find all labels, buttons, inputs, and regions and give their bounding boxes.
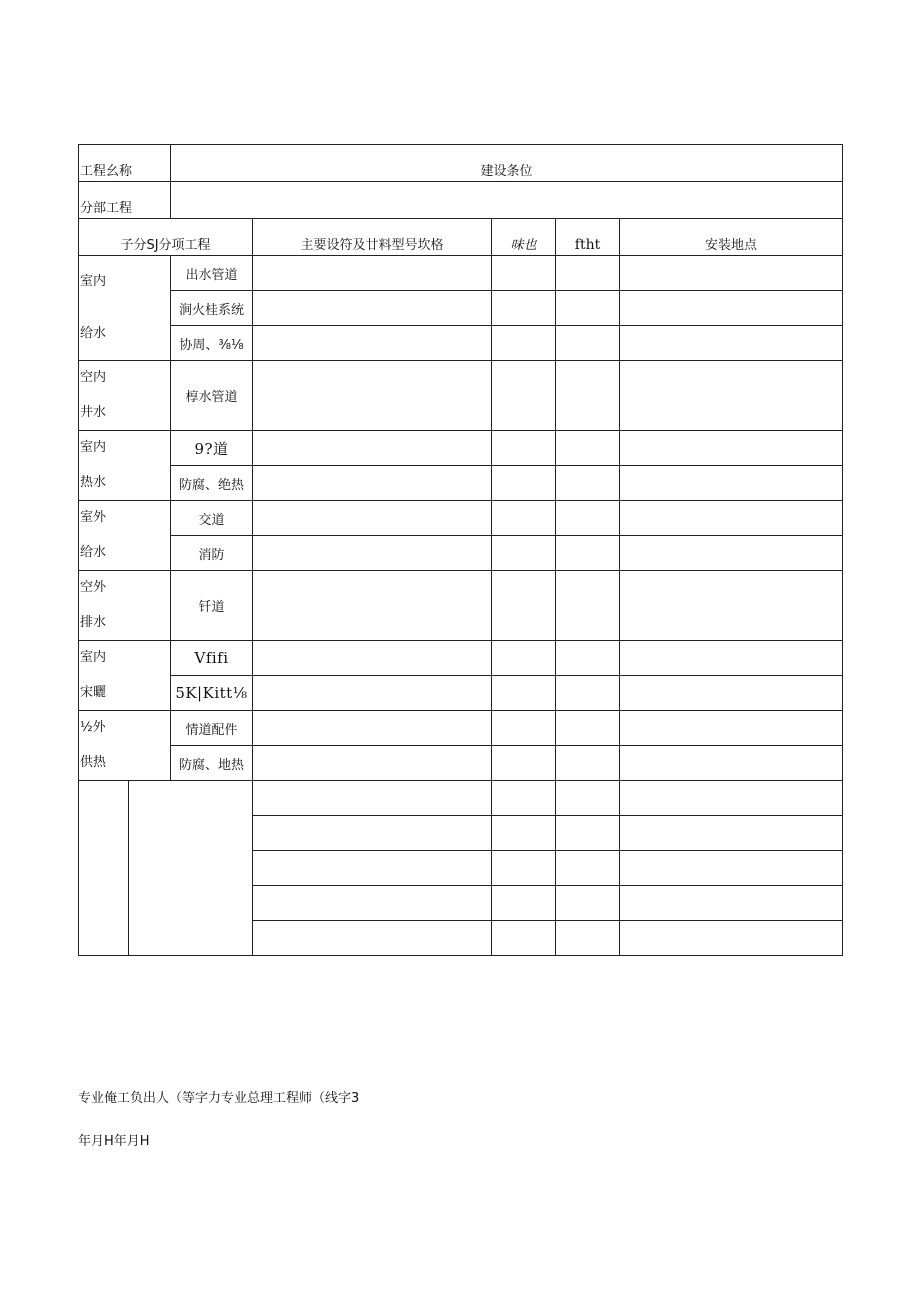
location-cell (620, 816, 843, 851)
table-row (79, 781, 843, 816)
table-row (79, 361, 843, 431)
row-division (79, 182, 843, 219)
equipment-cell (253, 326, 492, 361)
unit-cell (492, 291, 556, 326)
quantity-cell (556, 921, 620, 956)
header-row (79, 219, 843, 256)
quantity-cell (556, 431, 620, 466)
location-cell (620, 431, 843, 466)
location-cell (620, 361, 843, 431)
item-label: 涧火桂系统 (171, 291, 253, 326)
equipment-cell (253, 781, 492, 816)
quantity-cell (556, 851, 620, 886)
category-line: 热水 (80, 474, 107, 490)
category-line: 井水 (80, 404, 107, 420)
location-cell (620, 571, 843, 641)
item-label: 协周、⅜⅛ (171, 326, 253, 361)
unit-cell (492, 886, 556, 921)
unit-cell (492, 466, 556, 501)
unit-cell (492, 781, 556, 816)
item-label: 消防 (171, 536, 253, 571)
category-cell (79, 361, 171, 431)
category-line: 供热 (80, 754, 107, 770)
equipment-cell (253, 816, 492, 851)
equipment-cell (253, 536, 492, 571)
item-label: 9?道 (171, 431, 253, 466)
header-main-equipment: 主要设符及廿料型号坎格 (253, 219, 492, 256)
signatories-line: 专业俺工负出人（等字力专业总理工程师（线字3 (78, 1091, 360, 1106)
table-row (79, 746, 843, 781)
category-line: 宋曬 (80, 684, 107, 700)
category-cell (79, 711, 171, 781)
unit-cell (492, 326, 556, 361)
division-value-cell (171, 182, 843, 219)
category-line: 室内 (80, 650, 107, 666)
unit-cell (492, 501, 556, 536)
category-line: 空内 (80, 370, 107, 386)
unit-cell (492, 256, 556, 291)
equipment-cell (253, 746, 492, 781)
quantity-cell (556, 501, 620, 536)
category-line: 给水 (80, 544, 107, 560)
division-label: 分部工程 (79, 182, 171, 219)
quantity-cell (556, 816, 620, 851)
quantity-cell (556, 326, 620, 361)
category-line: 给水 (80, 326, 107, 341)
quantity-cell (556, 536, 620, 571)
unit-cell (492, 816, 556, 851)
location-cell (620, 781, 843, 816)
equipment-cell (253, 501, 492, 536)
header-unit: 味也 (492, 219, 556, 256)
table-row (79, 536, 843, 571)
category-line: 室内 (80, 274, 107, 289)
quantity-cell (556, 886, 620, 921)
equipment-cell (253, 361, 492, 431)
category-cell (79, 501, 171, 571)
category-line: ½外 (80, 720, 106, 736)
category-line: 室内 (80, 440, 107, 456)
category-line: 空外 (80, 580, 107, 596)
location-cell (620, 291, 843, 326)
quantity-cell (556, 571, 620, 641)
table-row (79, 326, 843, 361)
header-sub-division: 子分SJ分项工程 (79, 219, 253, 256)
equipment-cell (253, 676, 492, 711)
quantity-cell (556, 746, 620, 781)
location-cell (620, 641, 843, 676)
project-name-label: 工程幺称 (79, 145, 171, 182)
row-project-name (79, 145, 843, 182)
quantity-cell (556, 466, 620, 501)
blank-category-cell (79, 781, 129, 956)
location-cell (620, 326, 843, 361)
location-cell (620, 711, 843, 746)
unit-cell (492, 851, 556, 886)
item-label: 椁水管道 (171, 361, 253, 431)
equipment-cell (253, 921, 492, 956)
location-cell (620, 501, 843, 536)
equipment-cell (253, 711, 492, 746)
quantity-cell (556, 711, 620, 746)
equipment-cell (253, 851, 492, 886)
item-label: Vfifi (171, 641, 253, 676)
header-quantity: ftht (556, 219, 620, 256)
item-label: 出水管道 (171, 256, 253, 291)
table-row (79, 501, 843, 536)
equipment-cell (253, 466, 492, 501)
quantity-cell (556, 641, 620, 676)
quantity-cell (556, 291, 620, 326)
table-row (79, 641, 843, 676)
item-label: 防腐、地热 (171, 746, 253, 781)
unit-cell (492, 676, 556, 711)
construction-unit-label: 建设条位 (171, 145, 843, 182)
category-line: 排水 (80, 614, 107, 630)
equipment-cell (253, 291, 492, 326)
location-cell (620, 256, 843, 291)
unit-cell (492, 431, 556, 466)
unit-cell (492, 536, 556, 571)
equipment-installation-form (78, 144, 843, 956)
quantity-cell (556, 256, 620, 291)
item-label: 情道配件 (171, 711, 253, 746)
equipment-cell (253, 641, 492, 676)
unit-cell (492, 571, 556, 641)
table-row (79, 571, 843, 641)
unit-cell (492, 921, 556, 956)
table-row (79, 431, 843, 466)
equipment-cell (253, 886, 492, 921)
blank-item-cell (129, 781, 253, 956)
item-label: 防腐、绝热 (171, 466, 253, 501)
table-row (79, 676, 843, 711)
unit-cell (492, 641, 556, 676)
category-line: 室外 (80, 510, 107, 526)
unit-cell (492, 711, 556, 746)
item-label: 5K|Kitt⅛ (171, 676, 253, 711)
location-cell (620, 921, 843, 956)
table-row (79, 291, 843, 326)
equipment-cell (253, 571, 492, 641)
location-cell (620, 746, 843, 781)
location-cell (620, 536, 843, 571)
category-cell (79, 571, 171, 641)
location-cell (620, 851, 843, 886)
quantity-cell (556, 676, 620, 711)
table-row (79, 466, 843, 501)
location-cell (620, 886, 843, 921)
table-row (79, 256, 843, 291)
date-line: 年月H年月H (78, 1134, 150, 1149)
category-cell (79, 431, 171, 501)
location-cell (620, 676, 843, 711)
unit-cell (492, 746, 556, 781)
category-cell (79, 641, 171, 711)
category-cell (79, 256, 171, 361)
unit-cell (492, 361, 556, 431)
location-cell (620, 466, 843, 501)
equipment-cell (253, 431, 492, 466)
item-label: 交道 (171, 501, 253, 536)
header-install-location: 安装地点 (620, 219, 843, 256)
quantity-cell (556, 781, 620, 816)
quantity-cell (556, 361, 620, 431)
equipment-cell (253, 256, 492, 291)
table-row (79, 711, 843, 746)
item-label: 钎道 (171, 571, 253, 641)
